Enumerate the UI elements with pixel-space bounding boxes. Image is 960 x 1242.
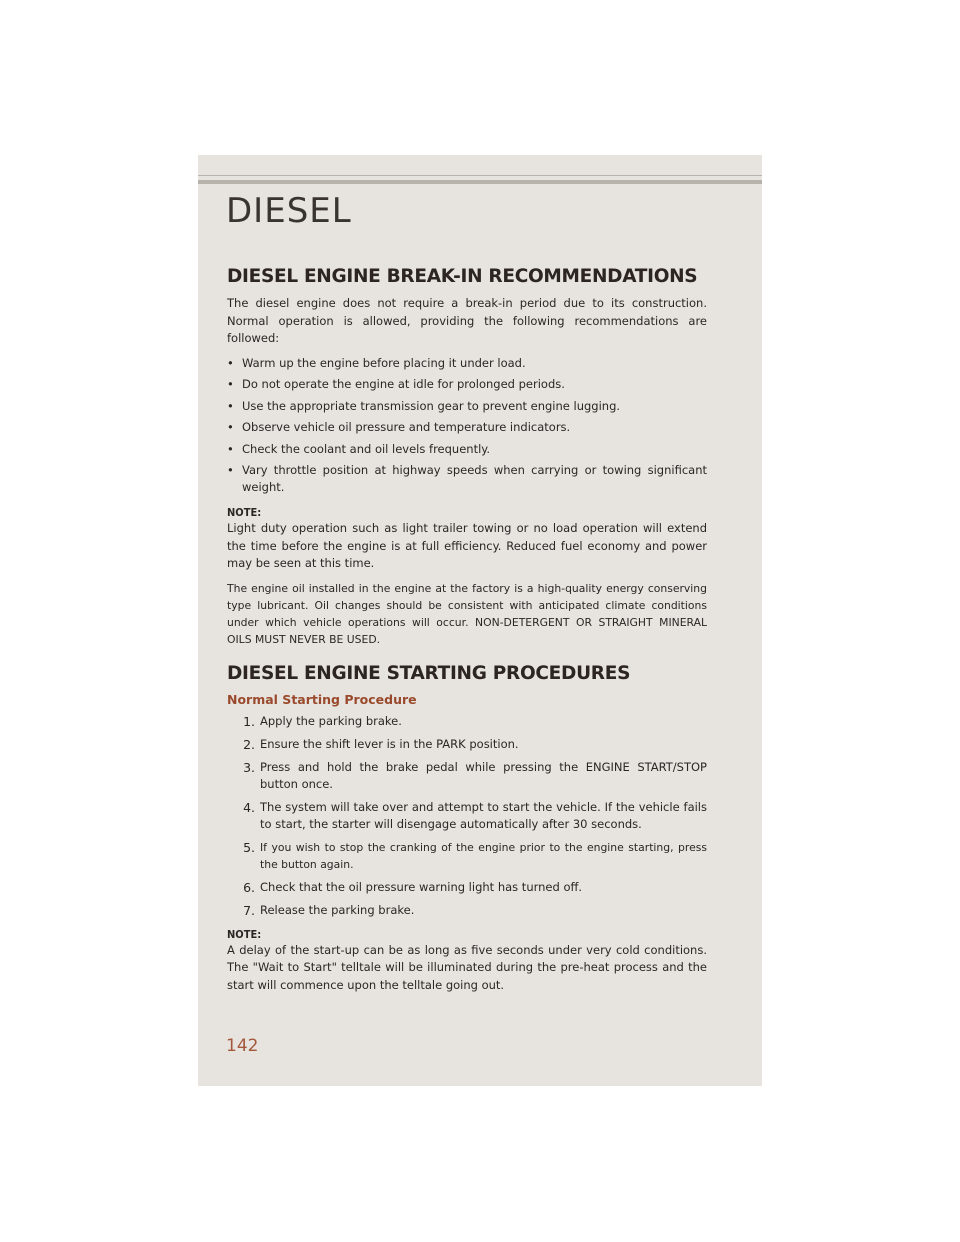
- step-text: Release the parking brake.: [260, 902, 415, 917]
- step-number: 2.: [243, 736, 255, 752]
- step-number: 3.: [243, 759, 255, 775]
- page-number: 142: [226, 1036, 259, 1056]
- list-item: [227, 799, 707, 833]
- list-item: [227, 759, 707, 793]
- subheading-normal-starting: Normal Starting Procedure: [227, 691, 417, 707]
- note-text: Light duty operation such as light trailer towing or no load operation will extend the time before the engine is at full efficiency. Reduced fuel economy and power may be seen at this time.: [227, 521, 707, 570]
- note-text: A delay of the start-up can be as long as five seconds under very cold conditions. The "Wait to Start" telltale will be illuminated during the pre-heat process and the start will commence upon the telltale going out.: [227, 942, 707, 992]
- list-item: • Vary throttle position at highway speeds when carrying or towing significant weight.: [227, 462, 707, 496]
- list-item: • Do not operate the engine at idle for prolonged periods.: [227, 376, 707, 393]
- step-number: 4.: [243, 799, 255, 815]
- page-content: [227, 266, 707, 1001]
- starting-steps-list: [227, 713, 707, 919]
- step-text: The system will take over and attempt to start the vehicle. If the vehicle fails to start, the starter will disengage automatically after 30 seconds.: [260, 799, 707, 831]
- list-item: • Warm up the engine before placing it under load.: [227, 355, 707, 372]
- list-item: • Observe vehicle oil pressure and temperature indicators.: [227, 419, 707, 436]
- list-item: • Check the coolant and oil levels frequently.: [227, 441, 707, 458]
- chapter-title: DIESEL: [226, 191, 352, 231]
- header-rule-thin: [198, 175, 762, 176]
- break-in-intro: The diesel engine does not require a break-in period due to its construction. Normal operation is allowed, providing the following recommendations are followed:: [227, 296, 707, 345]
- list-item: [227, 736, 707, 753]
- note-label: NOTE:: [227, 506, 262, 519]
- engine-oil-paragraph: The engine oil installed in the engine at the factory is a high-quality energy conserving type lubricant. Oil changes should be consistent with anticipated climate conditions under which vehicle operations will occur. NON-DETERGENT OR STRAIGHT MINERAL OILS MUST NEVER BE USED.: [227, 581, 707, 646]
- manual-page: [198, 155, 762, 1086]
- list-item: [227, 879, 707, 896]
- list-item: [227, 713, 707, 730]
- break-in-recommendations-list: [227, 355, 707, 497]
- step-text: Apply the parking brake.: [260, 713, 402, 728]
- step-number: 5.: [243, 839, 255, 855]
- step-text: Ensure the shift lever is in the PARK position.: [260, 736, 519, 751]
- list-item: [227, 902, 707, 919]
- note-label: NOTE:: [227, 927, 262, 941]
- list-item: [227, 839, 707, 873]
- section-heading-starting: DIESEL ENGINE STARTING PROCEDURES: [227, 662, 631, 684]
- step-text: Check that the oil pressure warning light has turned off.: [260, 879, 583, 894]
- step-text: If you wish to stop the cranking of the engine prior to the engine starting, press the button again.: [260, 840, 707, 871]
- step-number: 7.: [243, 902, 255, 918]
- list-item: • Use the appropriate transmission gear to prevent engine lugging.: [227, 398, 707, 415]
- step-number: 1.: [243, 713, 255, 729]
- step-number: 6.: [243, 879, 255, 895]
- header-rule-thick: [198, 180, 762, 184]
- step-text: Press and hold the brake pedal while pressing the ENGINE START/STOP button once.: [260, 759, 707, 791]
- section-heading-break-in: DIESEL ENGINE BREAK-IN RECOMMENDATIONS: [227, 266, 698, 287]
